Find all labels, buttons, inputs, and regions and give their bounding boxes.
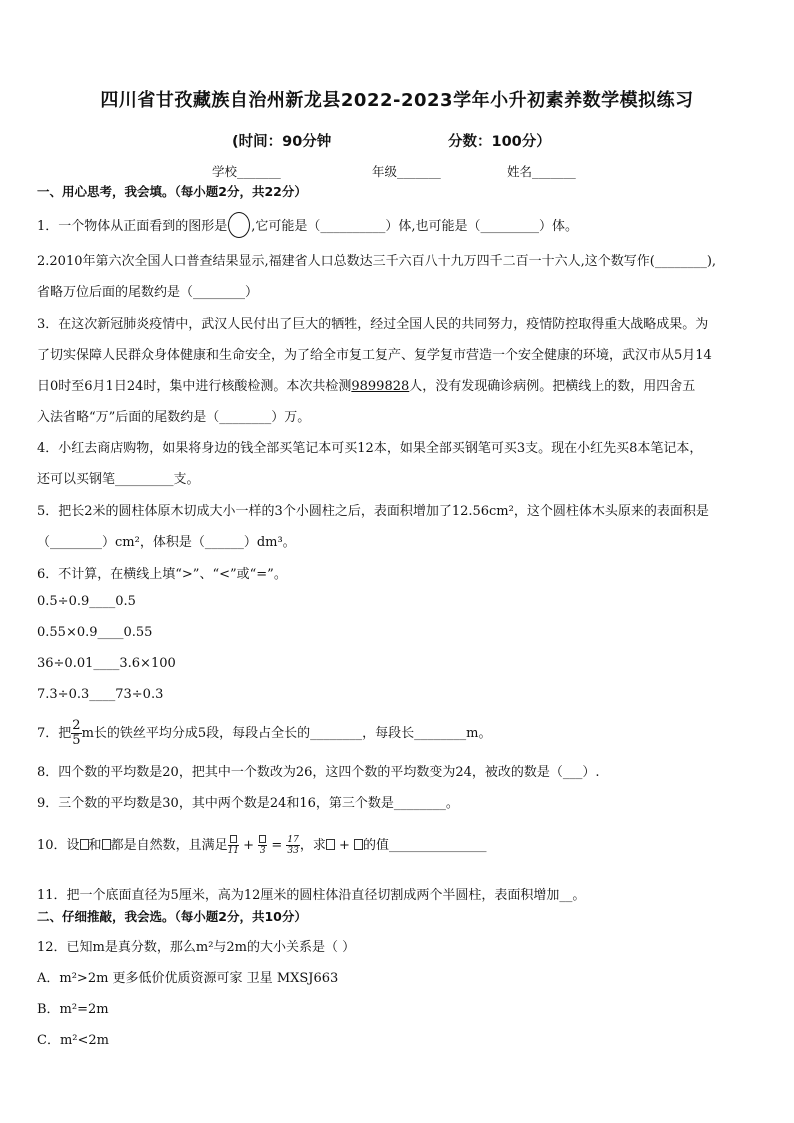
q3-text-b: 人，没有发现确诊病例。把横线上的数，用四舍五 (409, 379, 696, 394)
placeholder-box-icon (259, 835, 266, 843)
fraction-numerator (258, 835, 267, 846)
question-12-stem: 12．已知m是真分数，那么m²与2m的大小关系是（ ） (37, 940, 356, 955)
question-3-line-2: 了切实保障人民群众身体健康和生命安全，为了给全市复工复产、复学复市营造一个安全健康的环境，武汉市从5月14 (37, 348, 712, 363)
question-3-line-1: 3．在这次新冠肺炎疫情中，武汉人民付出了巨大的牺牲，经过全国人民的共同努力，疫情防控取得重大战略成果。为 (37, 317, 709, 332)
fraction-box-over-11 (228, 835, 239, 856)
equals-sign: = (267, 838, 287, 853)
fraction-denominator: 3 (259, 846, 266, 856)
fraction-box-over-3 (258, 835, 267, 856)
q10-text-b: 都是自然数，且满足 (110, 838, 228, 853)
grade-field: 年级_______ (372, 164, 441, 179)
placeholder-box-icon (326, 839, 335, 850)
section-2-title: 二、仔细推敲，我会选。（每小题2分，共10分） (37, 909, 307, 924)
q6-item-3: 36÷0.01____3.6×100 (37, 656, 176, 671)
question-5-line-1: 5．把长2米的圆柱体原木切成大小一样的3个小圆柱之后，表面积增加了12.56cm²，这个圆柱体木头原来的表面积是 (37, 504, 709, 519)
question-3-line-3 (37, 375, 695, 394)
fraction-numerator: 17 (287, 835, 299, 845)
fraction-numerator (228, 835, 239, 846)
fraction-denominator: 33 (287, 846, 299, 856)
q7-text-a: 7．把 (37, 726, 72, 741)
question-2-line-1: 2.2010年第六次全国人口普查结果显示,福建省人口总数达三千六百八十九万四千二百一十六人,这个数写作(________), (37, 254, 717, 269)
question-7 (37, 719, 492, 748)
name-field: 姓名_______ (507, 164, 576, 179)
fraction-denominator: 11 (227, 846, 240, 856)
question-11: 11．把一个底面直径为5厘米，高为12厘米的圆柱体沿直径切割成两个半圆柱，表面积增加__。 (37, 888, 586, 903)
q10-and: 和 (88, 838, 102, 853)
plus-sign: + (334, 838, 355, 853)
plus-sign: + (239, 838, 259, 853)
q6-item-2: 0.55×0.9____0.55 (37, 625, 153, 640)
section-1-title: 一、用心思考，我会填。（每小题2分，共22分） (37, 184, 307, 199)
question-9: 9．三个数的平均数是30，其中两个数是24和16，第三个数是________。 (37, 796, 459, 811)
page-title: 四川省甘孜藏族自治州新龙县2022-2023学年小升初素养数学模拟练习 (100, 90, 694, 111)
q10-text-c: ，求 (299, 838, 326, 853)
question-6-stem: 6．不计算，在横线上填“>”、“<”或“=”。 (37, 567, 287, 582)
question-4-line-1: 4．小红去商店购物，如果将身边的钱全部买笔记本可买12本，如果全部买钢笔可买3支。现在小红先买8本笔记本， (37, 441, 703, 456)
school-field: 学校_______ (212, 164, 281, 179)
question-8: 8．四个数的平均数是20，把其中一个数改为26，这四个数的平均数变为24，被改的数是（___）. (37, 765, 600, 780)
placeholder-box-icon (80, 839, 89, 850)
question-3-line-4: 入法省略“万”后面的尾数约是（________）万。 (37, 410, 311, 425)
question-10 (37, 834, 487, 856)
q3-text-a: 日0时至6月1日24时，集中进行核酸检测。本次共检测 (37, 379, 352, 394)
q12-option-b: B．m²=2m (37, 1002, 109, 1017)
q10-text-d: 的值_______________ (363, 838, 487, 853)
question-5-line-2: （________）cm²，体积是（______）dm³。 (37, 535, 296, 550)
q3-underlined-number: 9899828 (351, 379, 410, 394)
q12-option-c: C．m²<2m (37, 1033, 109, 1048)
exam-time: (时间：90分钟 (232, 134, 332, 150)
q12-option-a: A．m²>2m 更多低价优质资源可家 卫星 MXSJ663 (37, 971, 339, 986)
question-2-line-2: 省略万位后面的尾数约是（________） (37, 285, 259, 300)
placeholder-box-icon (230, 835, 237, 843)
q7-text-b: m长的铁丝平均分成5段，每段占全长的________，每段长________m。 (81, 726, 492, 741)
exam-score: 分数：100分） (448, 134, 551, 150)
q1-text-a: 1．一个物体从正面看到的图形是 (37, 219, 228, 234)
fraction-numerator: 2 (72, 718, 81, 733)
placeholder-box-icon (354, 839, 363, 850)
q6-item-4: 7.3÷0.3____73÷0.3 (37, 687, 164, 702)
q6-item-1: 0.5÷0.9____0.5 (37, 594, 136, 609)
fraction-17-33 (286, 835, 299, 856)
fraction-denominator: 5 (72, 733, 81, 748)
fraction-2-5 (71, 719, 81, 748)
q10-text-a: 10．设 (37, 838, 80, 853)
question-4-line-2: 还可以买钢笔_________支。 (37, 472, 200, 487)
circle-figure-icon (228, 212, 250, 238)
placeholder-box-icon (102, 839, 111, 850)
q1-text-b: ,它可能是（__________）体,也可能是（_________）体。 (251, 219, 579, 234)
question-1 (37, 212, 578, 238)
